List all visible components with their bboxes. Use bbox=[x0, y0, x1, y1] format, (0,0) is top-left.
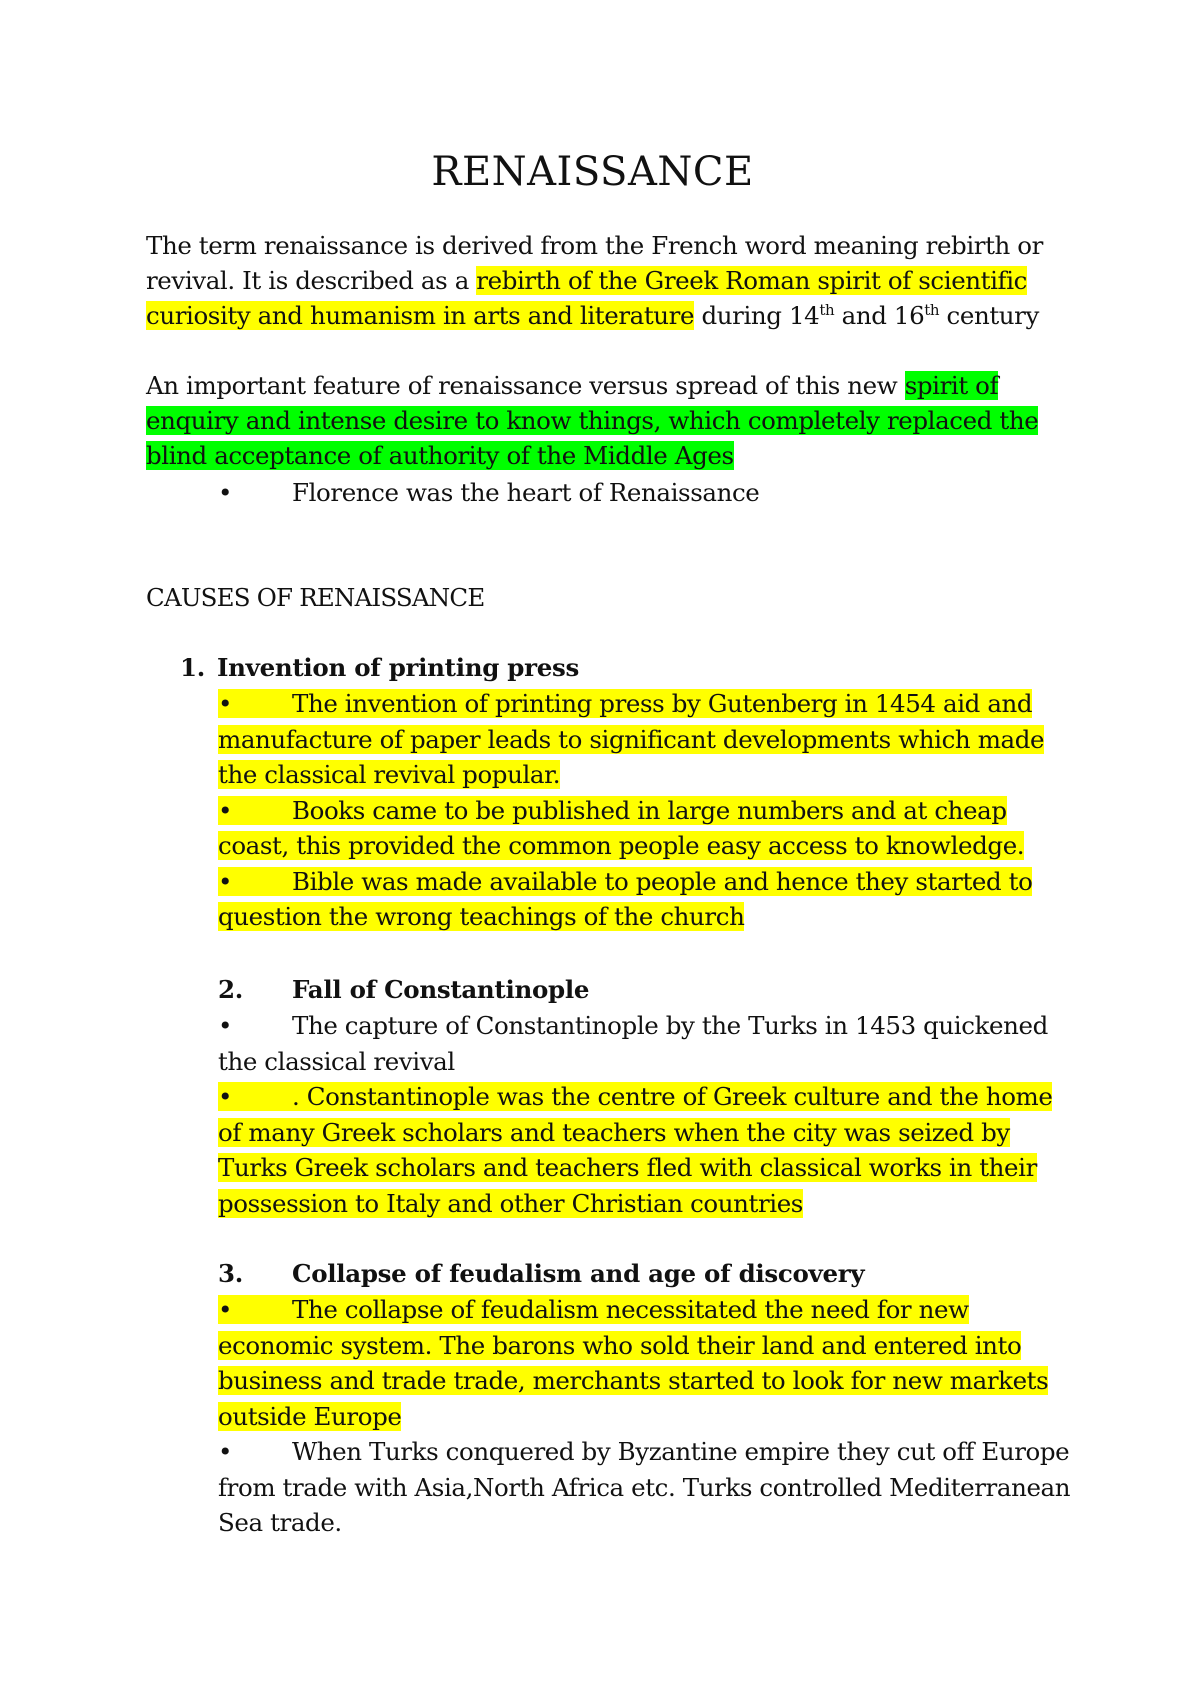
intro-paragraph bbox=[146, 228, 1051, 333]
bullet-icon: • bbox=[218, 866, 233, 896]
intro-text: An important feature of renaissance versus spread of this new bbox=[146, 371, 905, 400]
cause-bullets bbox=[218, 1292, 1078, 1541]
list-number: 1. bbox=[180, 653, 205, 682]
list-item-text: . Constantinople was the centre of Greek culture and the home of many Greek scholars and teachers when the city was seized by Turks Greek scholars and teachers fled with classical works in their possession to Italy and other Christian countries bbox=[218, 1082, 1053, 1218]
section-heading: CAUSES OF RENAISSANCE bbox=[146, 583, 485, 612]
bullet-icon: • bbox=[218, 478, 233, 507]
list-item-text: The capture of Constantinople by the Turks in 1453 quickened the classical revival bbox=[218, 1011, 1048, 1076]
highlighted-text: rebirth of the Greek Roman spirit of scientific curiosity and humanism in arts and literature bbox=[146, 266, 1027, 330]
cause-title: Collapse of feudalism and age of discovery bbox=[292, 1259, 865, 1288]
list-item-text: Florence was the heart of Renaissance bbox=[292, 478, 760, 507]
list-item bbox=[218, 1079, 1078, 1221]
list-number: 3. bbox=[218, 1259, 243, 1288]
list-item-text: Books came to be published in large numbers and at cheap coast, this provided the common people easy access to knowledge. bbox=[218, 795, 1025, 860]
bullet-icon: • bbox=[218, 795, 233, 825]
intro-text-end: century bbox=[939, 301, 1039, 330]
list-item bbox=[218, 1292, 1078, 1434]
list-item-text: Bible was made available to people and hence they started to question the wrong teachings of the church bbox=[218, 866, 1033, 931]
page-title: RENAISSANCE bbox=[431, 149, 754, 195]
intro-paragraph-2 bbox=[146, 368, 1051, 473]
list-item-text: The collapse of feudalism necessitated the need for new economic system. The barons who sold their land and entered into business and trade trade, merchants started to look for new markets outside Europe bbox=[218, 1295, 1049, 1431]
intro-text-after: during 14 bbox=[694, 301, 820, 330]
list-item-text: When Turks conquered by Byzantine empire they cut off Europe from trade with Asia,North Africa etc. Turks controlled Mediterranean Sea trade. bbox=[218, 1437, 1071, 1537]
list-item bbox=[218, 475, 759, 510]
superscript: th bbox=[924, 301, 940, 319]
list-item bbox=[218, 793, 1078, 864]
bullet-icon: • bbox=[218, 1295, 233, 1324]
list-item bbox=[218, 686, 1078, 793]
bullet-icon: • bbox=[218, 1011, 233, 1040]
list-item bbox=[218, 1008, 1078, 1079]
list-item-text: The invention of printing press by Gutenberg in 1454 aid and manufacture of paper leads to significant developments which made the classical revival popular. bbox=[218, 689, 1045, 789]
list-item bbox=[218, 864, 1078, 935]
bullet-icon: • bbox=[218, 1082, 233, 1111]
bullet-icon: • bbox=[218, 689, 233, 718]
cause-title: Fall of Constantinople bbox=[292, 975, 590, 1004]
cause-bullets bbox=[218, 686, 1078, 935]
bullet-icon: • bbox=[218, 1437, 233, 1466]
intro-text-mid: and 16 bbox=[834, 301, 925, 330]
list-item bbox=[218, 1434, 1078, 1541]
intro-text: The term renaissance is derived from the French word meaning rebirth or revival. It is described as a bbox=[146, 231, 1043, 295]
highlighted-text: spirit of enquiry and intense desire to know things, which completely replaced the blind acceptance of authority of the Middle Ages bbox=[146, 371, 1039, 470]
cause-title: Invention of printing press bbox=[217, 653, 579, 682]
cause-heading bbox=[218, 972, 589, 1007]
cause-bullets bbox=[218, 1008, 1078, 1221]
superscript: th bbox=[819, 301, 835, 319]
cause-heading bbox=[218, 1256, 864, 1291]
cause-heading bbox=[180, 650, 579, 685]
list-number: 2. bbox=[218, 975, 243, 1004]
